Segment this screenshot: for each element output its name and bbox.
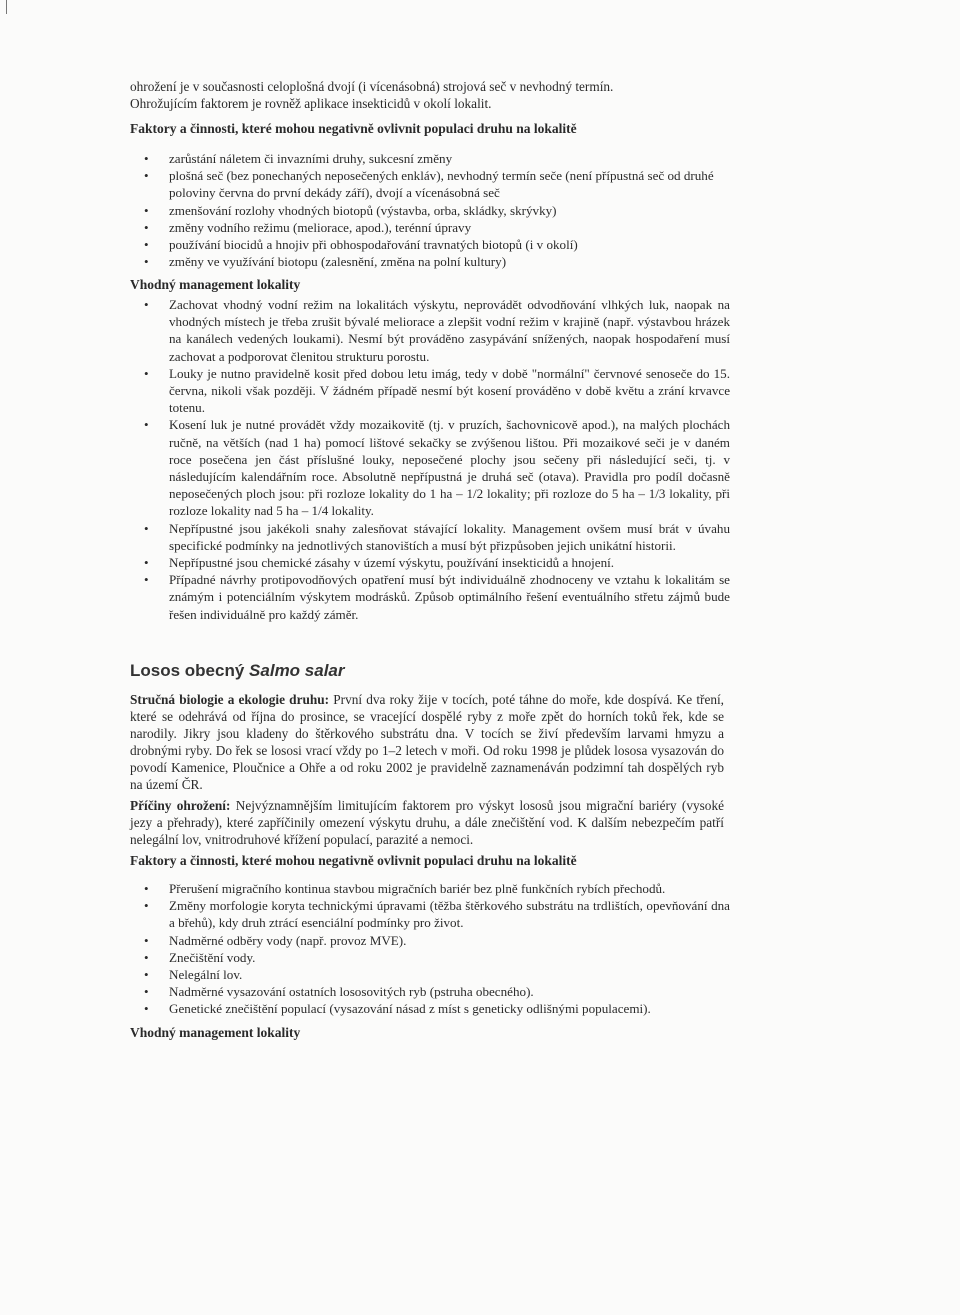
section-heading-management-1: Vhodný management lokality [130, 277, 301, 292]
threats-list-2 [130, 880, 730, 1018]
list-item: • plošná seč (bez ponechaných neposečených enkláv), nevhodný termín seče (není přípustná seč od druhé poloviny června do první dekády září), dvojí a vícenásobná seč [130, 167, 730, 201]
list-item: • Zachovat vhodný vodní režim na lokalitách výskytu, neprovádět odvodňování vlhkých luk, naopak na vhodných místech je třeba zrušit bývalé meliorace a zlepšit vodní režim v krajině (např. výstavbou hrázek na kanálech vedených loukami). Nesmí být prováděno zasypávání snížených, naopak hospodaření musí zachovat a podporovat členitou strukturu porostu. [130, 296, 730, 365]
list-item: • Nepřípustné jsou chemické zásahy v území výskytu, používání insekticidů a hnojení. [130, 554, 730, 571]
list-item: • zarůstání náletem či invazními druhy, sukcesní změny [130, 150, 730, 167]
list-item: • Nelegální lov. [130, 966, 730, 983]
intro-paragraph: ohrožení je v současnosti celoplošná dvojí (i vícenásobná) strojová seč v nevhodný termín. Ohrožujícím faktorem je rovněž aplikace insekticidů v okolí lokalit. [130, 79, 614, 111]
list-item: • používání biocidů a hnojiv při obhospodařování travnatých biotopů (i v okolí) [130, 236, 730, 253]
list-item: • Genetické znečištění populací (vysazování násad z míst s geneticky odlišnými populacemi). [130, 1000, 730, 1017]
section-heading-threats-2: Faktory a činnosti, které mohou negativně ovlivnit populaci druhu na lokalitě [130, 853, 577, 868]
list-item: • Nepřípustné jsou jakékoli snahy zalesňovat stávající lokality. Management ovšem musí brát v úvahu specifické podmínky na jednotlivých stanovištích a musí být přizpůsoben jejich unikátní historii. [130, 520, 730, 554]
list-item: • Nadměrné vysazování ostatních lososovitých ryb (pstruha obecného). [130, 983, 730, 1000]
list-item: • zmenšování rozlohy vhodných biotopů (výstavba, orba, skládky, skrývky) [130, 202, 730, 219]
list-item: • Nadměrné odběry vody (např. provoz MVE). [130, 932, 730, 949]
list-item: • Případné návrhy protipovodňových opatření musí být individuálně zhodnoceny ve vztahu k lokalitám se známým i potenciálním výskytem modrásků. Způsob optimálního řešení eventuálního střetu zájmů bude řešen individuálně pro každý záměr. [130, 571, 730, 623]
list-item: • Změny morfologie koryta technickými úpravami (těžba štěrkového substrátu na trdlištích, opevňování dna a břehů), kdy druh ztrácí esenciální podmínky pro život. [130, 897, 730, 931]
list-item: • Kosení luk je nutné provádět vždy mozaikovitě (tj. v pruzích, šachovnicově apod.), na malých plochách ručně, na větších (nad 1 ha) pomocí lištové sekačky se zvýšenou lištou. Při mozaikové seči je v daném roce posečena jen část příslušné louky, neposečené plochy jsou sečeny při následující seči, tj. v následujícím kalendářním roce. Absolutně nepřípustná je druhá seč (otava). Pravidla pro podíl dočasně neposečených ploch jsou: při rozloze lokality do 1 ha – 1/2 lokality; při rozloze do 5 ha – 1/3 lokality, při rozloze lokality nad 5 ha – 1/4 lokality. [130, 416, 730, 519]
species-title: Losos obecný Salmo salar [130, 661, 345, 680]
list-item: • Přerušení migračního kontinua stavbou migračních bariér bez plně funkčních rybích přechodů. [130, 880, 730, 897]
section-heading-management-2: Vhodný management lokality [130, 1025, 301, 1040]
threats-list-1 [130, 150, 730, 270]
list-item: • Louky je nutno pravidelně kosit před dobou letu imág, tedy v době "normální" červnové senoseče do 15. června, nikoli však později. V žádném případě nesmí být kosení prováděno v době květu a zrání krvavce totenu. [130, 365, 730, 417]
list-item: • Znečištění vody. [130, 949, 730, 966]
list-item: • změny vodního režimu (meliorace, apod.), terénní úpravy [130, 219, 730, 236]
causes-paragraph: Příčiny ohrožení: Nejvýznamnějším limitujícím faktorem pro výskyt lososů jsou migrační bariéry (vysoké jezy a přehrady), které zapříčinily omezení výskytu druhu, a dále znečištění vod. K dalším nebezpečím patří nelegální lov, vnitrodruhové křížení populací, parazité a nemoci. [130, 798, 725, 847]
biology-paragraph: Stručná biologie a ekologie druhu: První dva roky žije v tocích, poté táhne do moře, kde dospívá. Ke tření, které se odehrává od října do prosince, se vracející dospělé ryby z moře zpět do horních toků řek, kde se narodily. Jikry jsou kladeny do štěrkového substrátu dna. V tocích se živí především larvami hmyzu a drobnými ryby. Do řek se lososi vrací vždy po 1–2 letech v moři. Od roku 1998 je plůdek lososa vysazován do povodí Kamenice, Ploučnice a Ohře a od roku 2002 je pravidelně zaznamenáván podzimní tah dospělých ryb na území ČR. [130, 692, 725, 792]
list-item: • změny ve využívání biotopu (zalesnění, změna na polní kultury) [130, 253, 730, 270]
management-list-1 [130, 296, 730, 623]
scan-crop-mark [6, 0, 7, 14]
section-heading-threats-1: Faktory a činnosti, které mohou negativně ovlivnit populaci druhu na lokalitě [130, 121, 577, 136]
